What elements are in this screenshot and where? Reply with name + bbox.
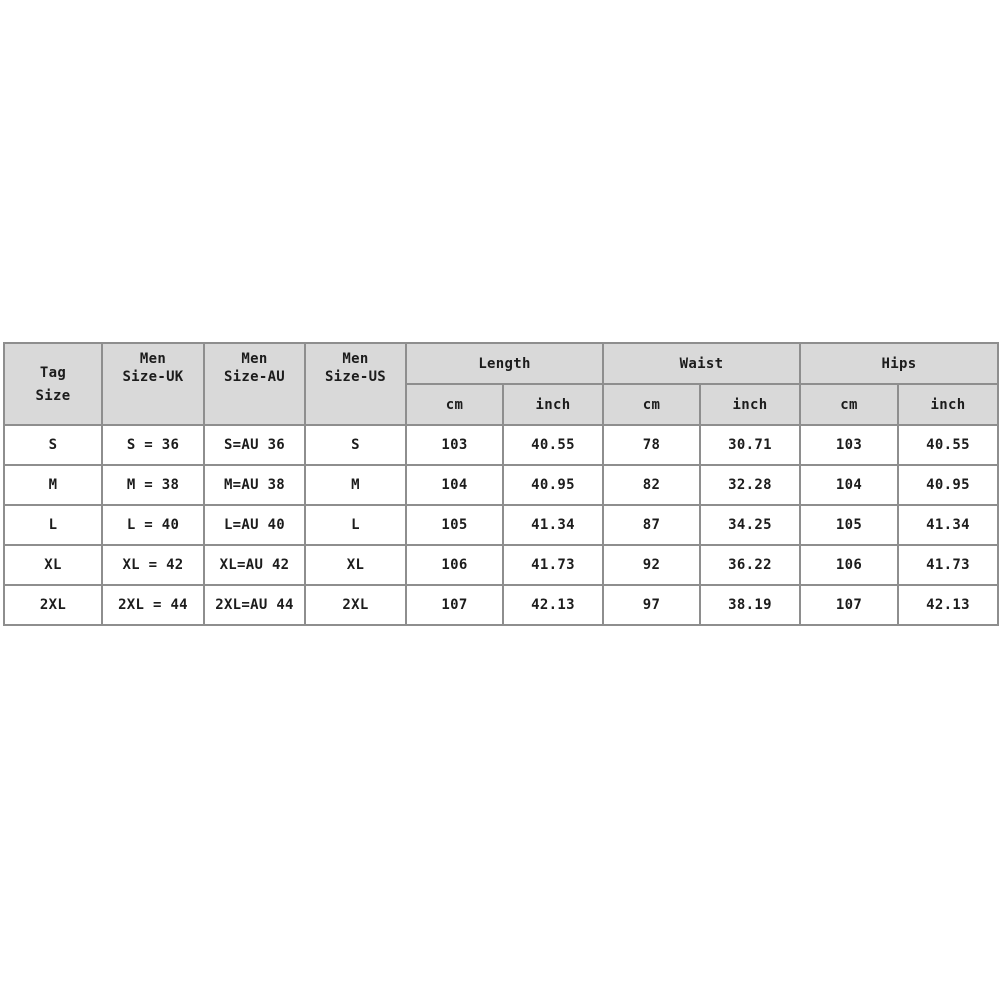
cell-hips-cm: 107 [800,585,898,625]
table-row [4,465,998,505]
header-group-length: Length [406,343,603,384]
cell-waist-inch: 30.71 [700,425,800,465]
header-unit-hips-cm: cm [800,384,898,425]
cell-men-us: M [305,465,406,505]
cell-men-au: S=AU 36 [204,425,305,465]
table-row [4,425,998,465]
cell-waist-inch: 36.22 [700,545,800,585]
header-tag-size [4,343,102,425]
header-unit-waist-inch: inch [700,384,800,425]
cell-length-cm: 103 [406,425,503,465]
cell-waist-cm: 87 [603,505,700,545]
cell-hips-cm: 104 [800,465,898,505]
size-chart-table [3,342,999,626]
header-men-size-uk [102,343,204,425]
cell-men-us: XL [305,545,406,585]
table-body [4,425,998,625]
cell-length-cm: 104 [406,465,503,505]
header-men-uk-line1: Men [139,351,167,367]
cell-men-us: L [305,505,406,545]
cell-length-inch: 42.13 [503,585,603,625]
cell-tag-size: M [4,465,102,505]
cell-hips-inch: 42.13 [898,585,998,625]
cell-tag-size: L [4,505,102,545]
cell-waist-cm: 78 [603,425,700,465]
header-group-waist: Waist [603,343,800,384]
header-group-row [4,343,998,384]
cell-waist-inch: 38.19 [700,585,800,625]
cell-waist-cm: 92 [603,545,700,585]
cell-men-uk: 2XL = 44 [102,585,204,625]
cell-men-au: 2XL=AU 44 [204,585,305,625]
header-unit-length-cm: cm [406,384,503,425]
table-row [4,505,998,545]
header-men-size-au [204,343,305,425]
header-men-au-line1: Men [241,351,268,367]
cell-length-inch: 40.55 [503,425,603,465]
cell-hips-inch: 41.34 [898,505,998,545]
header-unit-hips-inch: inch [898,384,998,425]
header-group-hips: Hips [800,343,998,384]
cell-tag-size: 2XL [4,585,102,625]
cell-hips-cm: 105 [800,505,898,545]
cell-hips-cm: 103 [800,425,898,465]
cell-men-au: XL=AU 42 [204,545,305,585]
cell-waist-cm: 97 [603,585,700,625]
cell-men-au: M=AU 38 [204,465,305,505]
header-men-us-line1: Men [342,351,369,367]
cell-waist-cm: 82 [603,465,700,505]
header-men-au-line2: Size-AU [223,369,286,385]
cell-men-us: S [305,425,406,465]
cell-men-us: 2XL [305,585,406,625]
cell-men-uk: S = 36 [102,425,204,465]
cell-hips-inch: 40.55 [898,425,998,465]
cell-length-inch: 41.73 [503,545,603,585]
cell-men-uk: M = 38 [102,465,204,505]
cell-men-au: L=AU 40 [204,505,305,545]
header-men-us-line2: Size-US [324,369,387,385]
cell-hips-inch: 40.95 [898,465,998,505]
header-unit-waist-cm: cm [603,384,700,425]
cell-length-inch: 40.95 [503,465,603,505]
table-header [4,343,998,425]
header-men-size-us [305,343,406,425]
cell-hips-inch: 41.73 [898,545,998,585]
header-unit-length-inch: inch [503,384,603,425]
cell-length-cm: 107 [406,585,503,625]
header-men-uk-line2: Size-UK [122,369,184,385]
header-tag-size-line2: Size [35,387,71,404]
header-tag-size-line1: Tag [39,364,67,381]
cell-waist-inch: 34.25 [700,505,800,545]
table-row [4,585,998,625]
cell-length-cm: 106 [406,545,503,585]
cell-length-cm: 105 [406,505,503,545]
cell-hips-cm: 106 [800,545,898,585]
table-row [4,545,998,585]
cell-length-inch: 41.34 [503,505,603,545]
cell-waist-inch: 32.28 [700,465,800,505]
cell-men-uk: XL = 42 [102,545,204,585]
cell-men-uk: L = 40 [102,505,204,545]
cell-tag-size: S [4,425,102,465]
cell-tag-size: XL [4,545,102,585]
